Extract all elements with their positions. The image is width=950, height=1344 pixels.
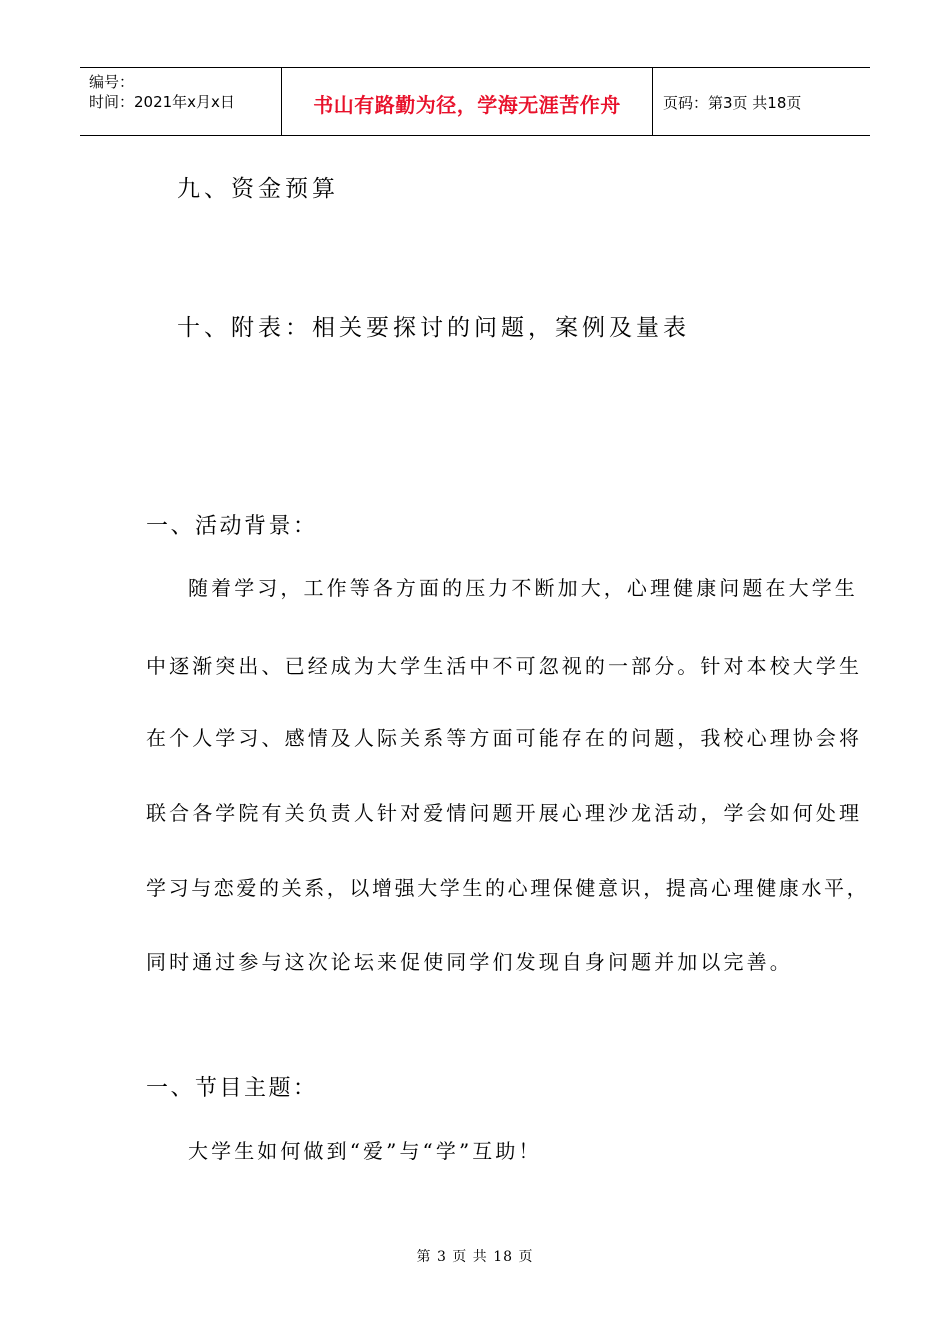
budget-heading: 九、资金预算 [177, 176, 339, 202]
theme-text: 大学生如何做到“爱”与“学”互助！ [188, 1139, 542, 1163]
document-time-label: 时间：2021年x月x日 [89, 93, 235, 111]
header-page-cell [653, 68, 870, 135]
header-meta-cell [80, 68, 282, 135]
background-paragraph-line: 在个人学习、感情及人际关系等方面可能存在的问题，我校心理协会将 [146, 726, 863, 750]
header-page-info: 页码：第3页 共18页 [663, 94, 802, 112]
background-paragraph-line: 同时通过参与这次论坛来促使同学们发现自身问题并加以完善。 [146, 950, 793, 974]
theme-heading: 一、节目主题： [146, 1076, 318, 1101]
background-paragraph-line: 随着学习，工作等各方面的压力不断加大，心理健康问题在大学生 [188, 576, 858, 600]
page-footer: 第 3 页 共 18 页 [416, 1249, 534, 1265]
background-paragraph-line: 中逐渐突出、已经成为大学生活中不可忽视的一部分。针对本校大学生 [146, 654, 863, 678]
appendix-heading: 十、附表：相关要探讨的问题，案例及量表 [177, 315, 690, 341]
document-number-label: 编号： [89, 73, 135, 91]
background-paragraph-line: 联合各学院有关负责人针对爱情问题开展心理沙龙活动，学会如何处理 [146, 801, 863, 825]
header-motto-cell [282, 68, 653, 135]
background-heading: 一、活动背景： [146, 514, 318, 539]
header-motto: 书山有路勤为径，学海无涯苦作舟 [313, 93, 621, 117]
background-paragraph-line: 学习与恋爱的关系，以增强大学生的心理保健意识，提高心理健康水平， [146, 876, 870, 900]
document-header [80, 67, 870, 136]
